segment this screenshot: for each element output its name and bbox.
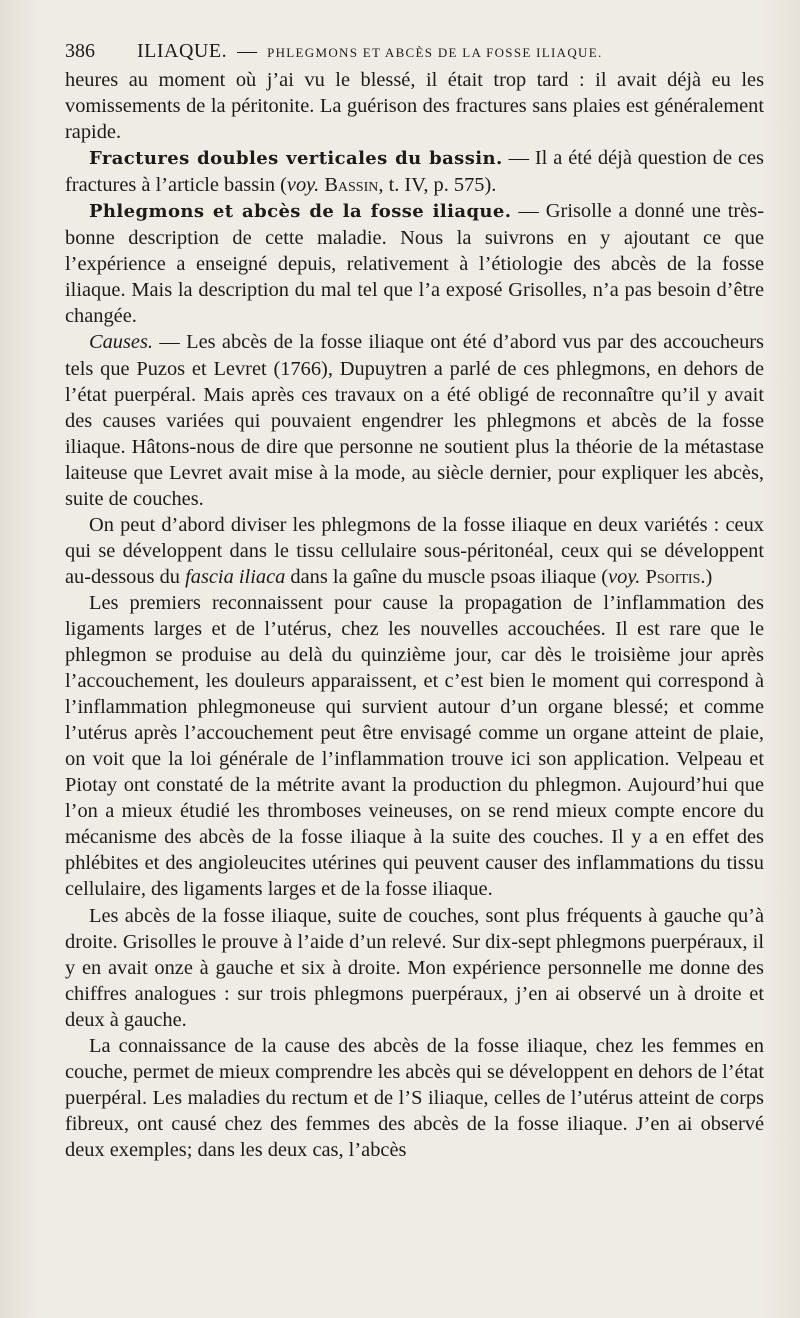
voy-reference: voy. [286, 174, 320, 197]
paragraph-text: On peut d’abord diviser les phlegmons de la fosse iliaque en deux variétés : ceux qui se développent dans le tissu cellulaire sous-péritonéal, ceux qui se développent au-dessous du [65, 513, 764, 588]
paragraph-phlegmons [65, 198, 764, 329]
fascia-iliaca-term: fascia iliaca [185, 565, 286, 588]
paragraph-causes [65, 329, 764, 511]
paragraph-premiers: Les premiers reconnaissent pour cause la propagation de l’inflammation des ligaments larges et de l’utérus, chez les nouvelles accouchées. Il est rare que le phlegmon se produise au delà du quinzième jour, car dès le troisième jour après l’accouchement, les douleurs apparaissent, et c’est bien le moment qui correspond à l’inflammation phlegmoneuse qui survient autour d’un organe blessé; et comme l’utérus après l’accouchement peut être envisagé comme un organe atteint de plaie, on voit que la loi générale de l’inflammation trouve ici son application. Velpeau et Piotay ont constaté de la métrite avant la production du phlegmon. Aujourd’hui que l’on a mieux étudié les thromboses veineuses, on se rend mieux compte encore du mécanisme des abcès de la fosse iliaque à la suite des couches. Il y a en effet des phlébites et des angioleucites utérines qui peuvent causer des inflammations du tissu cellulaire, des ligaments larges et de la fosse iliaque. [65, 591, 764, 901]
paragraph-fractures-doubles [65, 145, 764, 198]
section-heading-fractures: Fractures doubles verticales du bassin. [89, 148, 503, 170]
running-title: ILIAQUE. [137, 40, 228, 62]
paragraph-text: — Il a été déjà question de ces fractures à l’article bassin ( [65, 147, 764, 197]
cross-reference-psoitis: Psoitis [645, 565, 701, 588]
paragraph-connaissance: La connaissance de la cause des abcès de la fosse iliaque, chez les femmes en couche, permet de mieux comprendre les abcès qui se développent en dehors de l’état puerpéral. Les maladies du rectum et de l’S iliaque, celles de l’utérus atteint de corps fibreux, ont causé chez des femmes des abcès de la fosse iliaque. J’en ai observé deux exemples; dans les deux cas, l’abcès [65, 1034, 764, 1161]
running-header [65, 40, 764, 63]
voy-reference: voy. [608, 565, 641, 588]
paragraph-continuation: heures au moment où j’ai vu le blessé, il était trop tard : il avait déjà eu les vomissements de la péritonite. La guérison des fractures sans plaies est généralement rapide. [65, 69, 764, 144]
paragraph-text: — Les abcès de la fosse iliaque ont été d’abord vus par des accoucheurs tels que Puzos et Levret (1766), Dupuytren a parlé de ces phlegmons, en dehors de l’état puerpéral. Mais après ces travaux on a été obligé de reconnaître qu’il y avait des causes variées qui pouvaient engendrer les phlegmons et abcès de la fosse iliaque. Hâtons-nous de dire que personne ne soutient plus la théorie de la métastase laiteuse que Levret avait mise à la mode, au siècle dernier, pour expliquer les abcès, suite de couches. [65, 331, 764, 510]
paragraph-text: dans la gaîne du muscle psoas iliaque ( [285, 565, 609, 588]
article-body [65, 67, 764, 1163]
running-subtitle: PHLEGMONS ET ABCÈS DE LA FOSSE ILIAQUE. [267, 45, 603, 60]
paragraph-text: — Grisolle a donné une très-bonne description de cette maladie. Nous la suivrons en y ajoutant ce que l’expérience a enseigné depuis, relativement à l’étiologie des abcès de la fosse iliaque. Mais la description du mal tel que l’a exposé Grisolles, n’a pas besoin d’être changée. [65, 200, 764, 328]
page-number: 386 [65, 40, 95, 62]
section-heading-phlegmons: Phlegmons et abcès de la fosse iliaque. [89, 201, 512, 223]
paragraph-frequency: Les abcès de la fosse iliaque, suite de couches, sont plus fréquents à gauche qu’à droite. Grisolles le prouve à l’aide d’un relevé. Sur dix-sept phlegmons puerpéraux, il y en avait onze à gauche et six à droite. Mon expérience personnelle me donne des chiffres analogues : sur trois phlegmons puerpéraux, j’en ai observé un à droite et deux à gauche. [65, 904, 764, 1031]
paragraph-text: , t. IV, p. 575). [378, 174, 497, 197]
paragraph-text: .) [700, 565, 713, 588]
cross-reference-bassin: Bassin [324, 174, 379, 197]
paragraph-varieties [65, 512, 764, 590]
header-separator: — [237, 40, 258, 62]
subheading-causes: Causes. [89, 331, 154, 354]
